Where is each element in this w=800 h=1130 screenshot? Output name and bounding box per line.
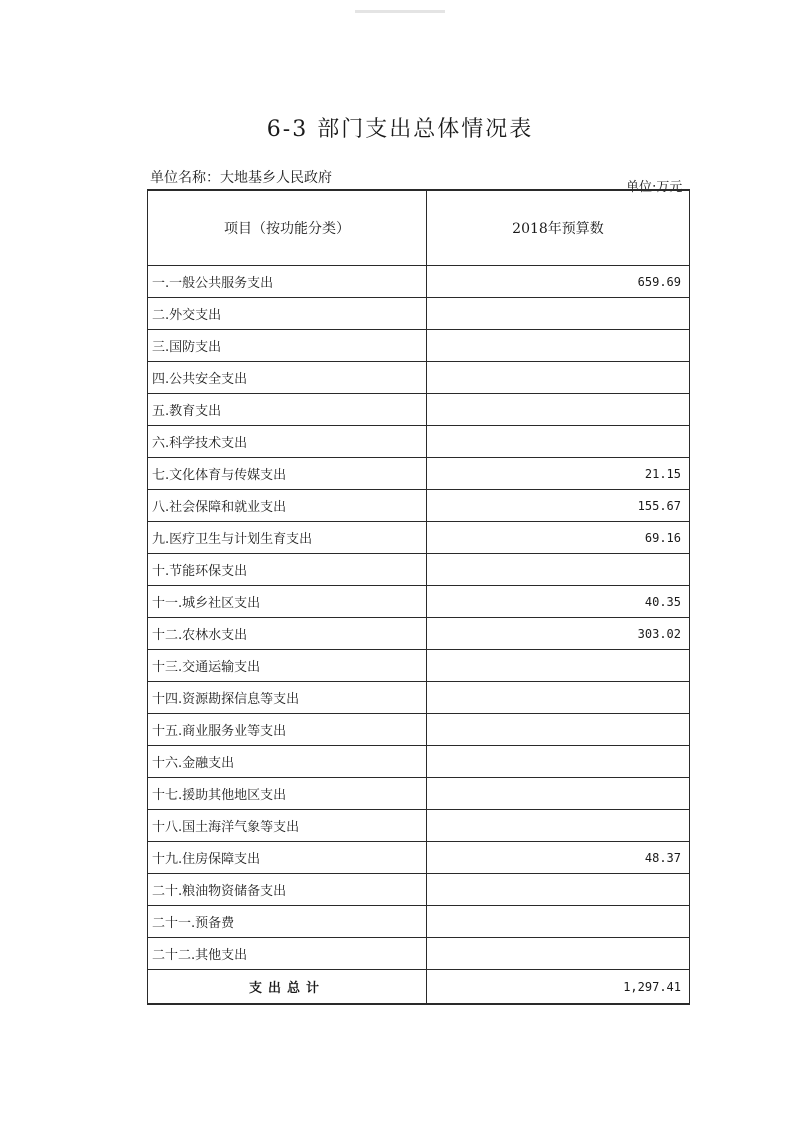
row-value xyxy=(427,810,690,842)
table-row xyxy=(148,906,690,938)
row-value xyxy=(427,330,690,362)
row-label: 四.公共安全支出 xyxy=(148,362,427,394)
row-value xyxy=(427,426,690,458)
row-value xyxy=(427,778,690,810)
row-value xyxy=(427,906,690,938)
header-item: 项目（按功能分类） xyxy=(148,190,427,266)
row-label: 二十一.预备费 xyxy=(148,906,427,938)
table-row xyxy=(148,458,690,490)
total-row xyxy=(148,970,690,1005)
unit-label: 单位:万元 xyxy=(626,180,683,195)
table-body xyxy=(148,266,690,1005)
row-label: 十.节能环保支出 xyxy=(148,554,427,586)
row-value xyxy=(427,874,690,906)
row-value xyxy=(427,394,690,426)
row-value xyxy=(427,938,690,970)
row-value xyxy=(427,554,690,586)
table-row xyxy=(148,394,690,426)
table-row xyxy=(148,266,690,298)
row-value: 48.37 xyxy=(427,842,690,874)
table-row xyxy=(148,778,690,810)
row-label: 十七.援助其他地区支出 xyxy=(148,778,427,810)
row-value: 21.15 xyxy=(427,458,690,490)
row-label: 三.国防支出 xyxy=(148,330,427,362)
row-label: 十五.商业服务业等支出 xyxy=(148,714,427,746)
row-label: 十六.金融支出 xyxy=(148,746,427,778)
expenditure-table xyxy=(147,189,690,1005)
row-label: 十九.住房保障支出 xyxy=(148,842,427,874)
table-row xyxy=(148,330,690,362)
scan-artifact xyxy=(355,10,445,13)
row-label: 六.科学技术支出 xyxy=(148,426,427,458)
row-label: 十八.国土海洋气象等支出 xyxy=(148,810,427,842)
row-label: 二十.粮油物资储备支出 xyxy=(148,874,427,906)
row-value: 155.67 xyxy=(427,490,690,522)
row-label: 五.教育支出 xyxy=(148,394,427,426)
row-label: 十二.农林水支出 xyxy=(148,618,427,650)
total-label: 支出总计 xyxy=(148,970,427,1005)
table-row xyxy=(148,938,690,970)
row-value: 659.69 xyxy=(427,266,690,298)
row-value: 69.16 xyxy=(427,522,690,554)
row-label: 一.一般公共服务支出 xyxy=(148,266,427,298)
row-value: 40.35 xyxy=(427,586,690,618)
table-row xyxy=(148,842,690,874)
row-value xyxy=(427,362,690,394)
row-label: 九.医疗卫生与计划生育支出 xyxy=(148,522,427,554)
row-value xyxy=(427,650,690,682)
row-label: 十三.交通运输支出 xyxy=(148,650,427,682)
table-row xyxy=(148,586,690,618)
table-header-row xyxy=(148,190,690,266)
table-row xyxy=(148,746,690,778)
table-row xyxy=(148,426,690,458)
table-row xyxy=(148,650,690,682)
unit-name-label: 单位名称：大地基乡人民政府 xyxy=(150,170,332,186)
table-row xyxy=(148,810,690,842)
row-value xyxy=(427,298,690,330)
row-label: 七.文化体育与传媒支出 xyxy=(148,458,427,490)
row-label: 二.外交支出 xyxy=(148,298,427,330)
table-row xyxy=(148,714,690,746)
table-row xyxy=(148,490,690,522)
table-row xyxy=(148,682,690,714)
row-label: 十四.资源勘探信息等支出 xyxy=(148,682,427,714)
row-value xyxy=(427,682,690,714)
row-label: 十一.城乡社区支出 xyxy=(148,586,427,618)
row-label: 二十二.其他支出 xyxy=(148,938,427,970)
table-row xyxy=(148,554,690,586)
page-title: 6-3 部门支出总体情况表 xyxy=(266,117,534,142)
table-row xyxy=(148,874,690,906)
table-row xyxy=(148,522,690,554)
row-value xyxy=(427,746,690,778)
total-value: 1,297.41 xyxy=(427,970,690,1005)
row-value xyxy=(427,714,690,746)
row-label: 八.社会保障和就业支出 xyxy=(148,490,427,522)
header-budget: 2018年预算数 xyxy=(427,190,690,266)
row-value: 303.02 xyxy=(427,618,690,650)
table-row xyxy=(148,298,690,330)
table-row xyxy=(148,362,690,394)
table-row xyxy=(148,618,690,650)
